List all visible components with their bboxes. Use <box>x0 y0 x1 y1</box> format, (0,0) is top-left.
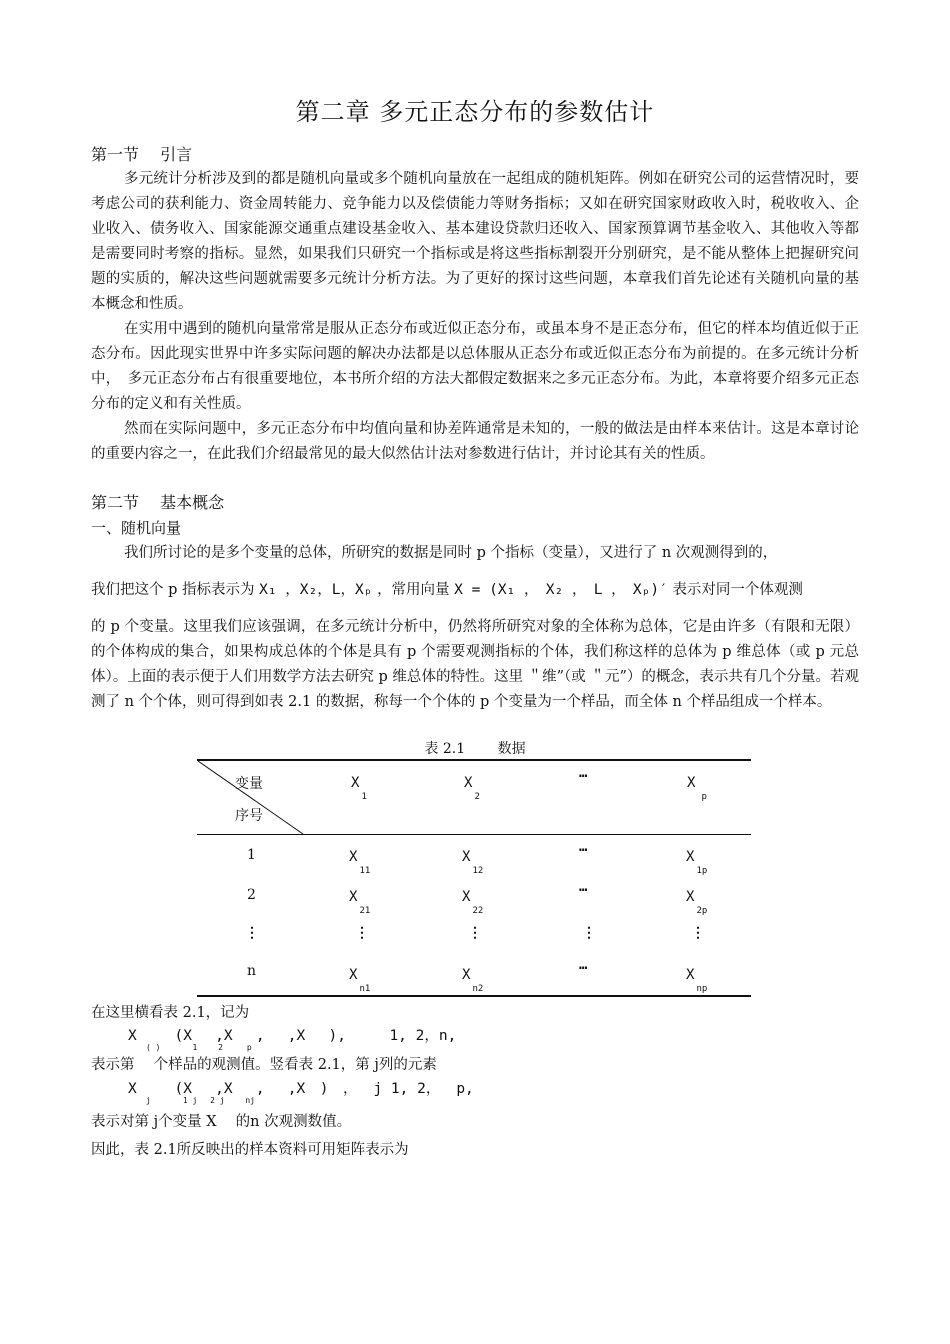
cell-row1-ellipsis: … <box>579 839 587 855</box>
row-label-2: 2 <box>247 887 256 903</box>
cell-xnp: $X_{np}$ <box>686 967 708 994</box>
vector-formula: X = (X₁ ， X₂ ， L ， Xₚ)′ <box>454 582 668 598</box>
subsection-heading-random-vector: 一、随机向量 <box>91 519 182 537</box>
paragraph-2: 在实用中遇到的随机向量常常是服从正态分布或近似正态分布，或虽本身不是正态分布，但它的样本均值近似于正态分布。因此现实世界中许多实际问题的解决办法都是以总体服从正态分布或近似正态分布为前提的。在多元统计分析中， 多元正态分布占有很重要地位，本书所介绍的方法大都假定数据来之多元正态分布。为此，本章将要介绍多元正态分布的定义和有关性质。 <box>91 321 859 412</box>
table-caption <box>0 738 950 758</box>
cell-row2-ellipsis: … <box>579 879 587 895</box>
table-caption-title: 数据 <box>497 741 526 757</box>
text-variable-observations: 表示对第 j个变量 X 的n 次观测数值。 <box>91 1114 352 1130</box>
text-sample-observation: 表示第 个样品的观测值。竖看表 2.1，第 j列的元素 <box>91 1057 437 1073</box>
header-x2: $X_2$ <box>464 775 480 802</box>
cell-xn1: $X_{n1}$ <box>349 967 371 994</box>
text-row-view: 在这里横看表 2.1，记为 <box>91 1005 250 1021</box>
section-heading-basic-concepts: 第二节 基本概念 <box>91 493 225 512</box>
table-caption-number: 表 2.1 <box>424 741 466 757</box>
table-bottom-rule <box>197 995 751 997</box>
paragraph-4-text-a: 我们把这个 p 指标表示为 <box>91 582 255 598</box>
cell-x22: $X_{22}$ <box>462 889 484 916</box>
cell-x1p: $X_{1p}$ <box>686 849 708 876</box>
row-label-1: 1 <box>247 847 256 863</box>
cell-xn2: $X_{n2}$ <box>462 967 484 994</box>
cell-vdots-4: ⋮ <box>691 925 705 941</box>
text-matrix-intro: 因此，表 2.1所反映出的样本资料可用矩阵表示为 <box>91 1142 409 1158</box>
paragraph-4-line-1: 我们所讨论的是多个变量的总体，所研究的数据是同时 p 个指标（变量），又进行了 n 次观测得到的， <box>124 545 778 561</box>
cell-rown-ellipsis: … <box>579 957 587 973</box>
row-label-n: n <box>247 963 257 979</box>
formula-column-vector-subscripts: j 1 j 2 j nj <box>146 1096 255 1105</box>
paragraph-3: 然而在实际问题中，多元正态分布中均值向量和协差阵通常是未知的，一般的做法是由样本来估计。这是本章讨论的重要内容之一，在此我们介绍最常见的最大似然估计法对参数进行估计，并讨论其有关的性质。 <box>91 421 859 462</box>
formula-row-vector-subscripts: ( ) 1 2 p <box>146 1043 252 1052</box>
variables-formula: X₁ ，X₂，L，Xₚ <box>259 582 373 598</box>
paragraph-1: 多元统计分析涉及到的都是随机向量或多个随机向量放在一起组成的随机矩阵。例如在研究公司的运营情况时，要考虑公司的获利能力、资金周转能力、竞争能力以及偿债能力等财务指标；又如在研究国家财政收入时，税收收入、企业收入、债务收入、国家能源交通重点建设基金收入、基本建设贷款归还收入、国家预算调节基金收入、其他收入等都是需要同时考察的指标。显然，如果我们只研究一个指标或是将这些指标割裂开分别研究，是不能从整体上把握研究问题的实质的，解决这些问题就需要多元统计分析方法。为了更好的探讨这些问题，本章我们首先论述有关随机向量的基本概念和性质。 <box>91 171 859 312</box>
chapter-title: 第二章 多元正态分布的参数估计 <box>295 98 655 126</box>
paragraph-4-text-c: 表示对同一个体观测 <box>672 582 803 598</box>
cell-vdots-1: ⋮ <box>355 925 369 941</box>
corner-label-variable: 变量 <box>235 776 263 792</box>
cell-vdots-3: ⋮ <box>582 925 596 941</box>
paragraph-4-line-2 <box>91 578 803 599</box>
cell-x11: $X_{11}$ <box>349 849 371 876</box>
data-table <box>197 759 751 997</box>
formula-column-vector: X (X ,X , ,X ) ， j 1, 2， p, <box>128 1081 474 1097</box>
corner-label-index: 序号 <box>235 808 263 824</box>
row-label-vdots: ⋮ <box>245 925 259 941</box>
formula-row-vector: X (X ,X , ,X ), 1, 2，n, <box>128 1028 457 1044</box>
cell-x2p: $X_{2p}$ <box>686 889 708 916</box>
cell-x21: $X_{21}$ <box>349 889 371 916</box>
section-heading-introduction: 第一节 引言 <box>91 145 193 164</box>
paragraph-5: 的 p 个变量。这里我们应该强调，在多元统计分析中，仍然将所研究对象的全体称为总体，它是由许多（有限和无限）的个体构成的集合，如果构成总体的个体是具有 p 个需要观测指标的个体，我们称这样的总体为 p 维总体（或 p 元总体）。上面的表示便于人们用数学方法去研究 p 维总体的特性。这里 ＂维”（或 ＂元”）的概念，表示共有几个分量。若观测了 n 个个体，则可得到如表 2.1 的数据，称每一个个体的 p 个变量为一个样品，而全体 n 个样品组成一个样本。 <box>91 619 859 710</box>
paragraph-4-text-b: ，常用向量 <box>377 582 450 598</box>
header-x1: $X_1$ <box>351 775 367 802</box>
header-ellipsis: … <box>579 765 587 781</box>
cell-vdots-2: ⋮ <box>468 925 482 941</box>
cell-x12: $X_{12}$ <box>462 849 484 876</box>
header-xp: $X_p$ <box>687 775 707 802</box>
